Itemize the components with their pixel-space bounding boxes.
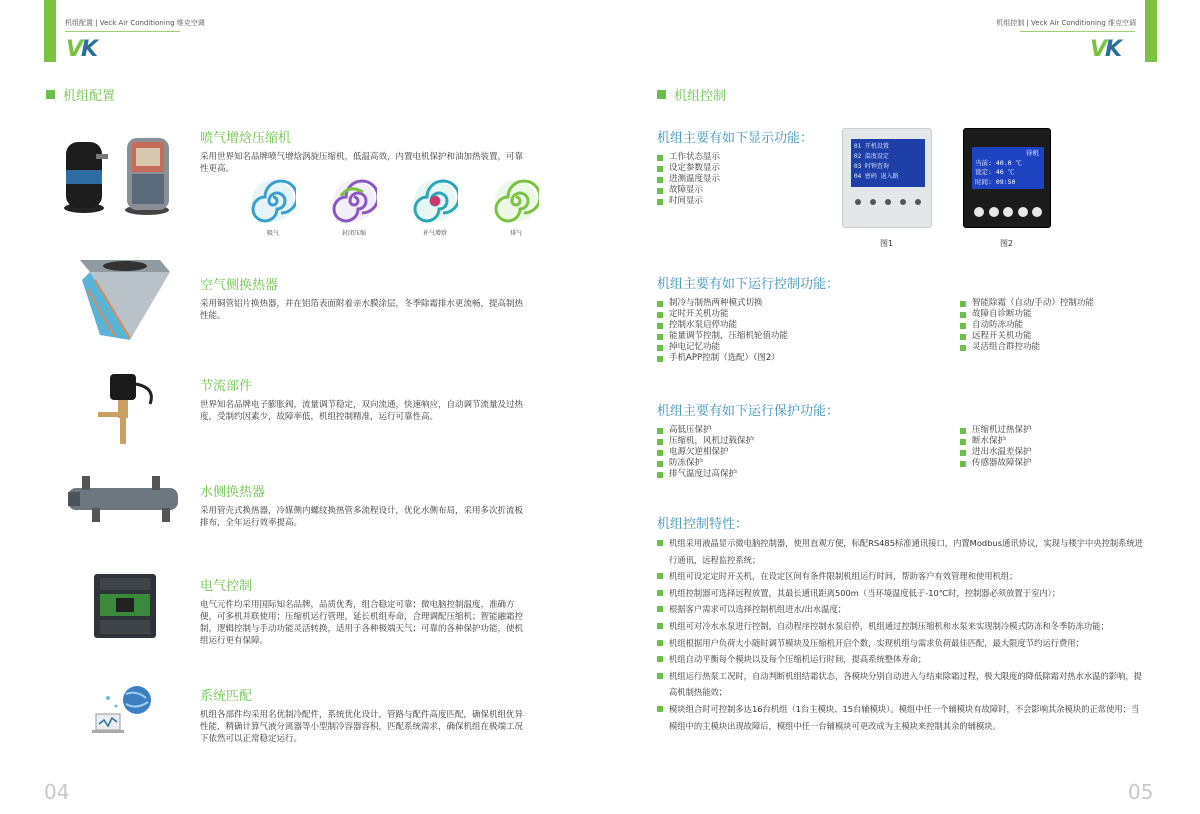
left-logo: VK (66, 37, 97, 62)
spiral-exhaust-label: 排气 (509, 230, 522, 237)
spiral-injection-icon (412, 178, 458, 224)
controller-fig2-screen: 待机 当前: 40.0 ℃ 设定: 46 ℃ 时间: 09:50 (972, 147, 1044, 189)
list-item: 排气温度过高保护 (657, 469, 754, 480)
run-control-heading: 机组主要有如下运行控制功能： (657, 277, 840, 292)
item-compressor-desc: 采用世界知名品牌喷气增焓涡旋压缩机，低温高效，内置电机保护和油加热装置，可靠性更高。 (200, 152, 524, 174)
list-item: 机组可对冷水水泵进行控制，自动程序控制水泵启停，机组通过控制压缩机和水泵来实现制冷模式防冻和冬季防冻功能； (657, 618, 1147, 635)
item-system-desc: 机组各部件均采用名优制冷配件，系统优化设计，管路与配件高度匹配，确保机组优异性能，精确计算气液分离器等小型制冷容器容积，匹配系统需求，确保机组在极端工况下依然可以正常稳定运行。 (200, 710, 524, 744)
features-heading: 机组控制特性： (657, 517, 749, 532)
list-item: 机组可设定定时开关机，在设定区间有条件限制机组运行时间，帮助客户有效管理和使用机组； (657, 568, 1147, 585)
fig1-label: 图1 (880, 239, 894, 248)
list-item: 灵活组合群控功能 (960, 342, 1094, 353)
list-item: 根据客户需求可以选择控制机组进水/出水温度； (657, 601, 1147, 618)
display-functions-heading: 机组主要有如下显示功能： (657, 131, 814, 146)
expansion-valve-image (90, 368, 160, 448)
controller-fig2-buttons (974, 207, 1042, 219)
list-item: 压缩机过热保护 (960, 425, 1032, 436)
features-list (657, 535, 1147, 734)
list-item: 制冷与制热两种模式切换 (657, 298, 788, 309)
item-throttle-title: 节流部件 (200, 379, 253, 394)
spiral-exhaust-icon (493, 178, 539, 224)
compressor-image (52, 130, 182, 222)
protection-heading: 机组主要有如下运行保护功能： (657, 404, 840, 419)
item-air-exchanger-title: 空气侧换热器 (200, 278, 279, 293)
spiral-compress-label: 封闭压缩 (341, 230, 366, 237)
run-control-list-right (960, 298, 1094, 353)
list-item: 电源欠逆相保护 (657, 447, 754, 458)
protection-list-left (657, 425, 754, 480)
spiral-injection-label: 补气增焓 (422, 230, 447, 237)
right-header-rule (1020, 31, 1135, 32)
item-water-exchanger-title: 水侧换热器 (200, 485, 266, 500)
item-water-exchanger-desc: 采用管壳式换热器，冷媒侧内螺纹换热管多流程设计，优化水侧布局，采用多次折流板排布，全年运行效率提高。 (200, 506, 524, 528)
left-header-title: 机组配置 | Veck Air Conditioning 维克空调 (65, 19, 205, 27)
left-header-bar (44, 0, 56, 62)
left-section-title: 机组配置 (46, 85, 115, 104)
list-item: 传感器故障保护 (960, 458, 1032, 469)
fig2-label: 图2 (1000, 239, 1014, 248)
list-item: 远程开关机功能 (960, 331, 1094, 342)
list-item: 机组自动平衡每个模块以及每个压缩机运行时间，提高系统整体寿命； (657, 651, 1147, 668)
list-item: 机组采用液晶显示微电脑控制器，使用直观方便，标配RS485标准通讯接口，内置Modbus通讯协议，实现与楼宇中央控制系统进行通讯，远程监控系统； (657, 535, 1147, 568)
spiral-intake-label: 吸气 (266, 230, 279, 237)
run-control-list-left (657, 298, 788, 364)
left-page-number: 04 (44, 780, 70, 804)
item-throttle-desc: 世界知名品牌电子膨胀阀，流量调节稳定，双向流通，快速响应，自动调节流量及过热度，受制约因素少，故障率低，机组控制精准，运行可靠性高。 (200, 400, 524, 422)
right-header-title: 机组控制 | Veck Air Conditioning 维克空调 (996, 19, 1136, 27)
list-item: 机组运行热泵工况时，自动判断机组结霜状态，各模块分别自动进入与结束除霜过程，极大限度的降低除霜对热水水温的影响，提高机制热能效； (657, 668, 1147, 701)
list-item: 控制水泵启停功能 (657, 320, 788, 331)
list-item: 机组控制器可选择远程放置，其最长通讯距离500m（当环境温度低于-10℃时，控制器必须放置于室内）； (657, 585, 1147, 602)
protection-list-right (960, 425, 1032, 469)
list-item: 时间显示 (657, 196, 720, 207)
air-heat-exchanger-image (70, 250, 180, 345)
right-logo: VK (1090, 37, 1121, 62)
right-page-number: 05 (1128, 780, 1154, 804)
list-item: 能量调节控制，压缩机轮值功能 (657, 331, 788, 342)
item-air-exchanger-desc: 采用铜管铝片换热器，并在铝箔表面附着亲水膜涂层，冬季除霜排水更流畅，提高制热性能。 (200, 299, 524, 321)
item-system-title: 系统匹配 (200, 689, 253, 704)
right-header-bar (1145, 0, 1157, 62)
contactor-image (90, 570, 160, 642)
list-item: 智能除霜（自动/手动）控制功能 (960, 298, 1094, 309)
list-item: 模块组合时可控制多达16台机组（1台主模块、15台辅模块）。模组中任一个辅模块有故障时，不会影响其余模块的正常使用；当模组中的主模块出现故障后，模组中任一台辅模块可更改成为主模块来控制其余的辅模块。 (657, 701, 1147, 734)
controller-fig1 (842, 128, 932, 228)
list-item: 工作状态显示 (657, 152, 720, 163)
item-compressor-title: 喷气增焓压缩机 (200, 131, 292, 146)
display-functions-list (657, 152, 720, 207)
controller-fig1-buttons (855, 199, 921, 209)
list-item: 进测温度显示 (657, 174, 720, 185)
list-item: 高低压保护 (657, 425, 754, 436)
spiral-intake-icon (250, 178, 296, 224)
list-item: 自动防冻功能 (960, 320, 1094, 331)
list-item: 故障自诊断功能 (960, 309, 1094, 320)
left-header-rule (65, 31, 180, 32)
list-item: 防冻保护 (657, 458, 754, 469)
list-item: 机组根据用户负荷大小随时调节模块及压缩机开启个数，实现机组与需求负荷最佳匹配，最大限度节约运行费用； (657, 635, 1147, 652)
controller-fig1-screen: 01 开机设置 02 温度设定 03 时钟查询 04 密码 退入路 (851, 139, 925, 187)
right-section-title: 机组控制 (657, 85, 726, 104)
item-electric-desc: 电气元件均采用国际知名品牌，品质优秀，组合稳定可靠；微电脑控制温度，准确方便，可多机并联使用；压缩机运行管理，延长机组寿命，合理调配压缩机；智能融霜控制，逻辑控制与手动功能灵活转换，适用于各种极端天气；可靠的各种保护功能，使机组运行更有保障。 (200, 600, 524, 646)
list-item: 故障显示 (657, 185, 720, 196)
system-globe-image (90, 684, 160, 744)
controller-fig2 (963, 128, 1051, 228)
list-item: 进出水温差保护 (960, 447, 1032, 458)
list-item: 定时开关机功能 (657, 309, 788, 320)
list-item: 压缩机，风机过载保护 (657, 436, 754, 447)
list-item: 掉电记忆功能 (657, 342, 788, 353)
list-item: 断水保护 (960, 436, 1032, 447)
list-item: 手机APP控制（选配）（图2） (657, 353, 788, 364)
spiral-compress-icon (331, 178, 377, 224)
water-heat-exchanger-image (62, 470, 187, 530)
list-item: 设定参数显示 (657, 163, 720, 174)
item-electric-title: 电气控制 (200, 579, 253, 594)
